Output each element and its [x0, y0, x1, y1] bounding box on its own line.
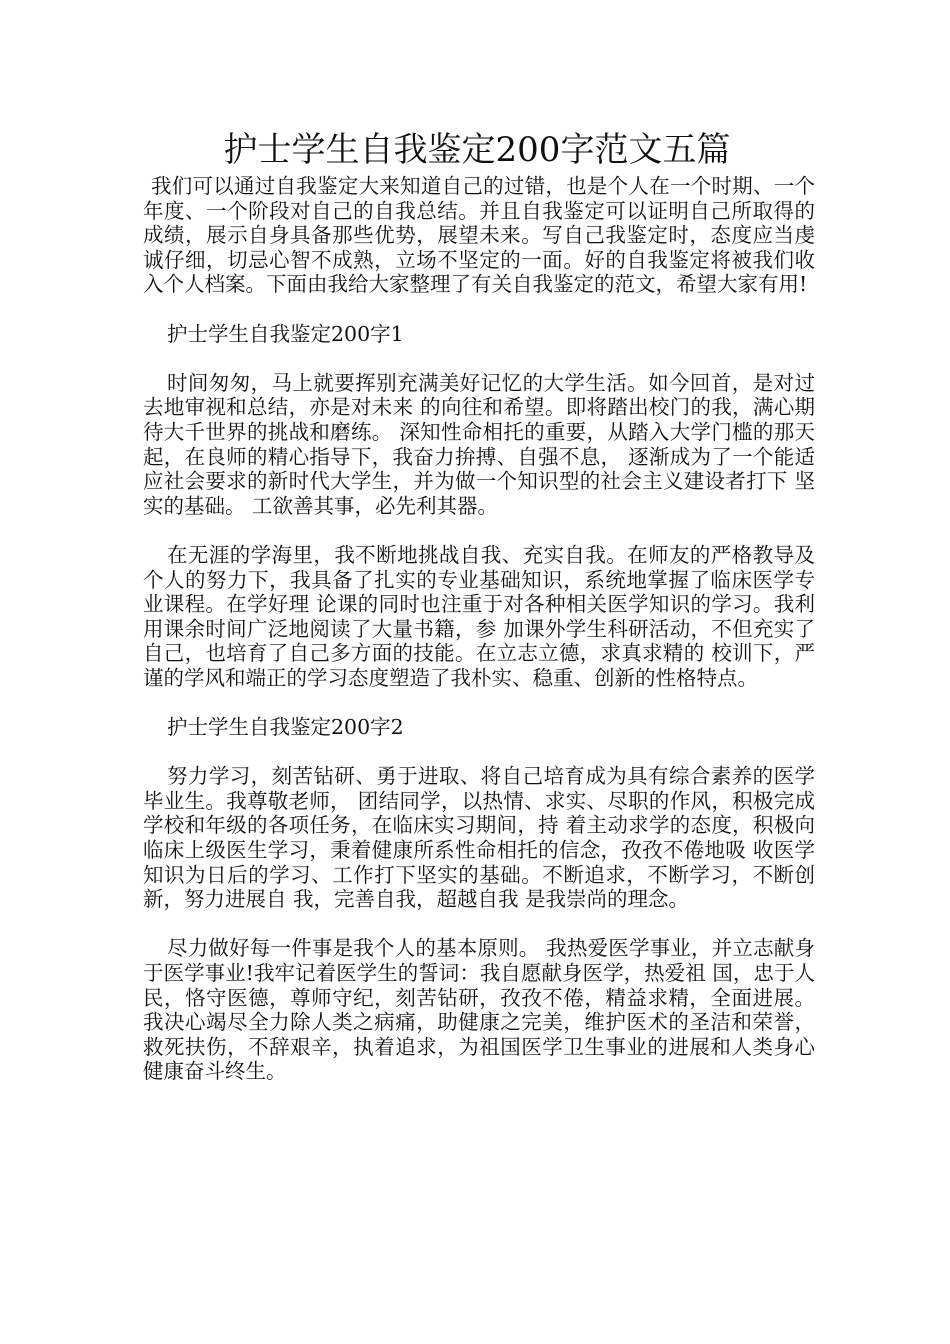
spacer — [143, 740, 815, 765]
intro-paragraph: 我们可以通过自我鉴定大来知道自己的过错，也是个人在一个时期、一个年度、一个阶段对自己的自我总结。并且自我鉴定可以证明自己所取得的成绩，展示自身具备那些优势，展望未来。写自己我鉴定时，态度应当虔诚仔细，切忌心智不成熟，立场不坚定的一面。好的自我鉴定将被我们收入个人档案。下面由我给大家整理了有关自我鉴定的范文，希望大家有用! — [143, 174, 815, 297]
section-2-paragraph-1: 努力学习，刻苦钻研、勇于进取、将自己培育成为具有综合素养的医学毕业生。我尊敬老师， 团结同学，以热情、求实、尽职的作风，积极完成学校和年级的各项任务，在临床实习期间，持 着主动求学的态度，积极向临床上级医生学习，秉着健康所系性命相托的信念，孜孜不倦地吸 收医学知识为日后的学习、工作打下坚实的基础。不断追求，不断学习，不断创新，努力进展自 我，完善自我，超越自我 是我崇尚的理念。 — [143, 764, 815, 912]
section-2-paragraph-2: 尽力做好每一件事是我个人的基本原则。 我热爱医学事业，并立志献身于医学事业!我牢记着医学生的誓词：我自愿献身医学，热爱祖 国，忠于人民，恪守医德，尊师守纪，刻苦钻研，孜孜不倦，精益求精，全面进展。我决心竭尽全力除人类之病痛，助健康之完美，维护医术的圣洁和荣誉，救死扶伤，不辞艰辛，执着追求，为祖国医学卫生事业的进展和人类身心健康奋斗终生。 — [143, 936, 815, 1084]
document-title: 护士学生自我鉴定200字范文五篇 — [223, 130, 731, 170]
spacer — [143, 297, 815, 322]
spacer — [143, 690, 815, 715]
document-page — [143, 128, 815, 1084]
section-1-paragraph-1: 时间匆匆，马上就要挥别充满美好记忆的大学生活。如今回首，是对过去地审视和总结，亦是对未来 的向往和希望。即将踏出校门的我，满心期待大千世界的挑战和磨练。 深知性命相托的重要，从踏入大学门槛的那天起，在良师的精心指导下，我奋力拚搏、自强不息， 逐渐成为了一个能适应社会要求的新时代大学生，并为做一个知识型的社会主义建设者打下 坚实的基础。 工欲善其事，必先利其器。 — [143, 370, 815, 518]
section-heading-2: 护士学生自我鉴定200字2 — [167, 715, 404, 740]
section-1-paragraph-2: 在无涯的学海里，我不断地挑战自我、充实自我。在师友的严格教导及个人的努力下，我具备了扎实的专业基础知识，系统地掌握了临床医学专业课程。在学好理 论课的同时也注重于对各种相关医学知识的学习。我利用课余时间广泛地阅读了大量书籍，参 加课外学生科研活动，不但充实了自己，也培育了自己多方面的技能。在立志立德，求真求精的 校训下，严谨的学风和端正的学习态度塑造了我朴实、稳重、创新的性格特点。 — [143, 542, 815, 690]
spacer — [143, 346, 815, 371]
spacer — [143, 518, 815, 543]
spacer — [143, 912, 815, 937]
section-heading-1: 护士学生自我鉴定200字1 — [167, 321, 404, 346]
